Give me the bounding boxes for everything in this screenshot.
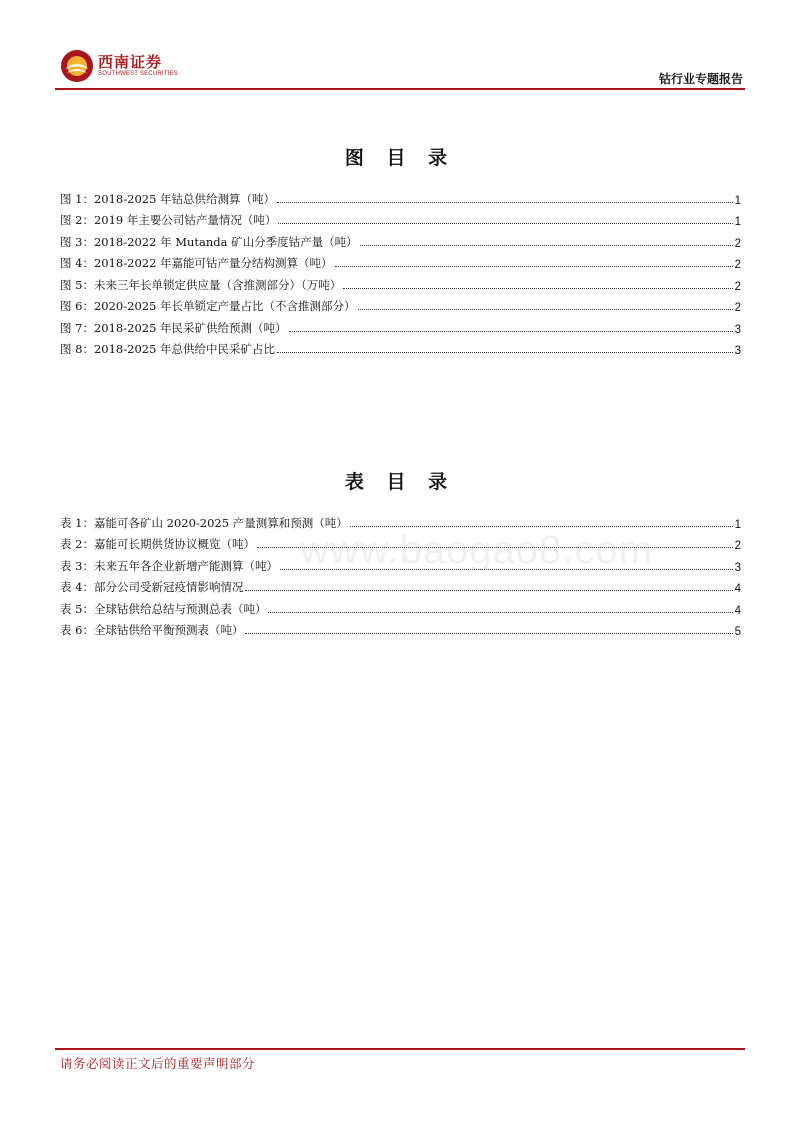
table-entry-page: 4 bbox=[734, 583, 741, 595]
figure-entry-label: 图 2：2019 年主要公司钴产量情况（吨） bbox=[60, 213, 277, 227]
table-entry-6[interactable] bbox=[60, 617, 741, 639]
figure-entry-page: 3 bbox=[734, 323, 741, 336]
dot-leader bbox=[350, 525, 733, 527]
dot-leader bbox=[343, 287, 732, 289]
table-entry-label: 表 3：未来五年各企业新增产能测算（吨） bbox=[60, 558, 278, 573]
table-entry-label: 表 1：嘉能可各矿山 2020-2025 产量测算和预测（吨） bbox=[60, 515, 348, 530]
table-entry-4[interactable] bbox=[60, 574, 741, 596]
dot-leader bbox=[289, 330, 733, 332]
dot-leader bbox=[360, 244, 733, 246]
figure-entry-label: 图 7：2018-2025 年民采矿供给预测（吨） bbox=[60, 320, 287, 335]
figure-entry-label: 图 8：2018-2025 年总供给中民采矿占比 bbox=[60, 342, 276, 356]
dot-leader bbox=[245, 632, 732, 634]
figure-entry-page: 1 bbox=[734, 194, 741, 207]
watermark: www.baogao8.com bbox=[300, 528, 653, 572]
page-header bbox=[0, 0, 800, 92]
table-entry-page: 4 bbox=[734, 604, 741, 617]
figure-entry-3[interactable] bbox=[60, 228, 741, 250]
table-entry-page: 5 bbox=[734, 626, 741, 638]
dot-leader bbox=[278, 222, 732, 224]
company-logo bbox=[60, 47, 180, 87]
dot-leader bbox=[268, 611, 732, 613]
footer-disclaimer: 请务必阅读正文后的重要声明部分 bbox=[60, 1056, 256, 1071]
figure-entry-label: 图 1：2018-2025 年钴总供给测算（吨） bbox=[60, 191, 276, 206]
table-entry-page: 1 bbox=[734, 518, 741, 531]
figure-entry-2[interactable] bbox=[60, 207, 741, 229]
figure-entry-page: 1 bbox=[734, 216, 741, 228]
table-entry-page: 3 bbox=[734, 561, 741, 574]
header-divider bbox=[55, 88, 745, 90]
dot-leader bbox=[358, 308, 733, 310]
figure-entry-7[interactable] bbox=[60, 314, 741, 336]
table-entry-label: 表 4：部分公司受新冠疫情影响情况 bbox=[60, 580, 244, 594]
table-entry-label: 表 5：全球钴供给总结与预测总表（吨） bbox=[60, 601, 267, 616]
figure-entry-5[interactable] bbox=[60, 271, 741, 293]
dot-leader bbox=[277, 201, 733, 203]
figure-list bbox=[60, 185, 741, 357]
logo-chinese-text: 西南证券 bbox=[98, 53, 163, 71]
dot-leader bbox=[277, 351, 733, 353]
figure-entry-1[interactable] bbox=[60, 185, 741, 207]
figure-entry-8[interactable] bbox=[60, 336, 741, 358]
figure-list-title: 图 目 录 bbox=[344, 147, 456, 169]
dot-leader bbox=[245, 589, 732, 591]
figure-entry-page: 2 bbox=[734, 280, 741, 293]
figure-entry-page: 2 bbox=[734, 237, 741, 250]
figure-entry-4[interactable] bbox=[60, 250, 741, 272]
table-entry-label: 表 2：嘉能可长期供货协议概览（吨） bbox=[60, 537, 255, 551]
figure-entry-label: 图 3：2018-2022 年 Mutanda 矿山分季度钴产量（吨） bbox=[60, 234, 358, 249]
figure-entry-label: 图 4：2018-2022 年嘉能可钴产量分结构测算（吨） bbox=[60, 256, 333, 270]
figure-entry-label: 图 6：2020-2025 年长单锁定产量占比（不含推测部分） bbox=[60, 299, 356, 313]
logo-english-text: SOUTHWEST SECURITIES bbox=[98, 71, 178, 77]
figure-entry-page: 2 bbox=[734, 302, 741, 314]
table-entry-label: 表 6：全球钴供给平衡预测表（吨） bbox=[60, 623, 244, 637]
report-type-label: 钴行业专题报告 bbox=[658, 72, 743, 86]
figure-entry-page: 3 bbox=[734, 345, 741, 357]
dot-leader bbox=[335, 265, 733, 267]
table-entry-5[interactable] bbox=[60, 595, 741, 617]
figure-entry-6[interactable] bbox=[60, 293, 741, 315]
table-list-title: 表 目 录 bbox=[344, 471, 456, 493]
figure-entry-label: 图 5：未来三年长单锁定供应量（含推测部分）（万吨） bbox=[60, 277, 342, 292]
figure-entry-page: 2 bbox=[734, 259, 741, 271]
table-entry-page: 2 bbox=[734, 540, 741, 552]
footer-divider bbox=[55, 1048, 745, 1050]
logo-icon bbox=[60, 49, 94, 83]
